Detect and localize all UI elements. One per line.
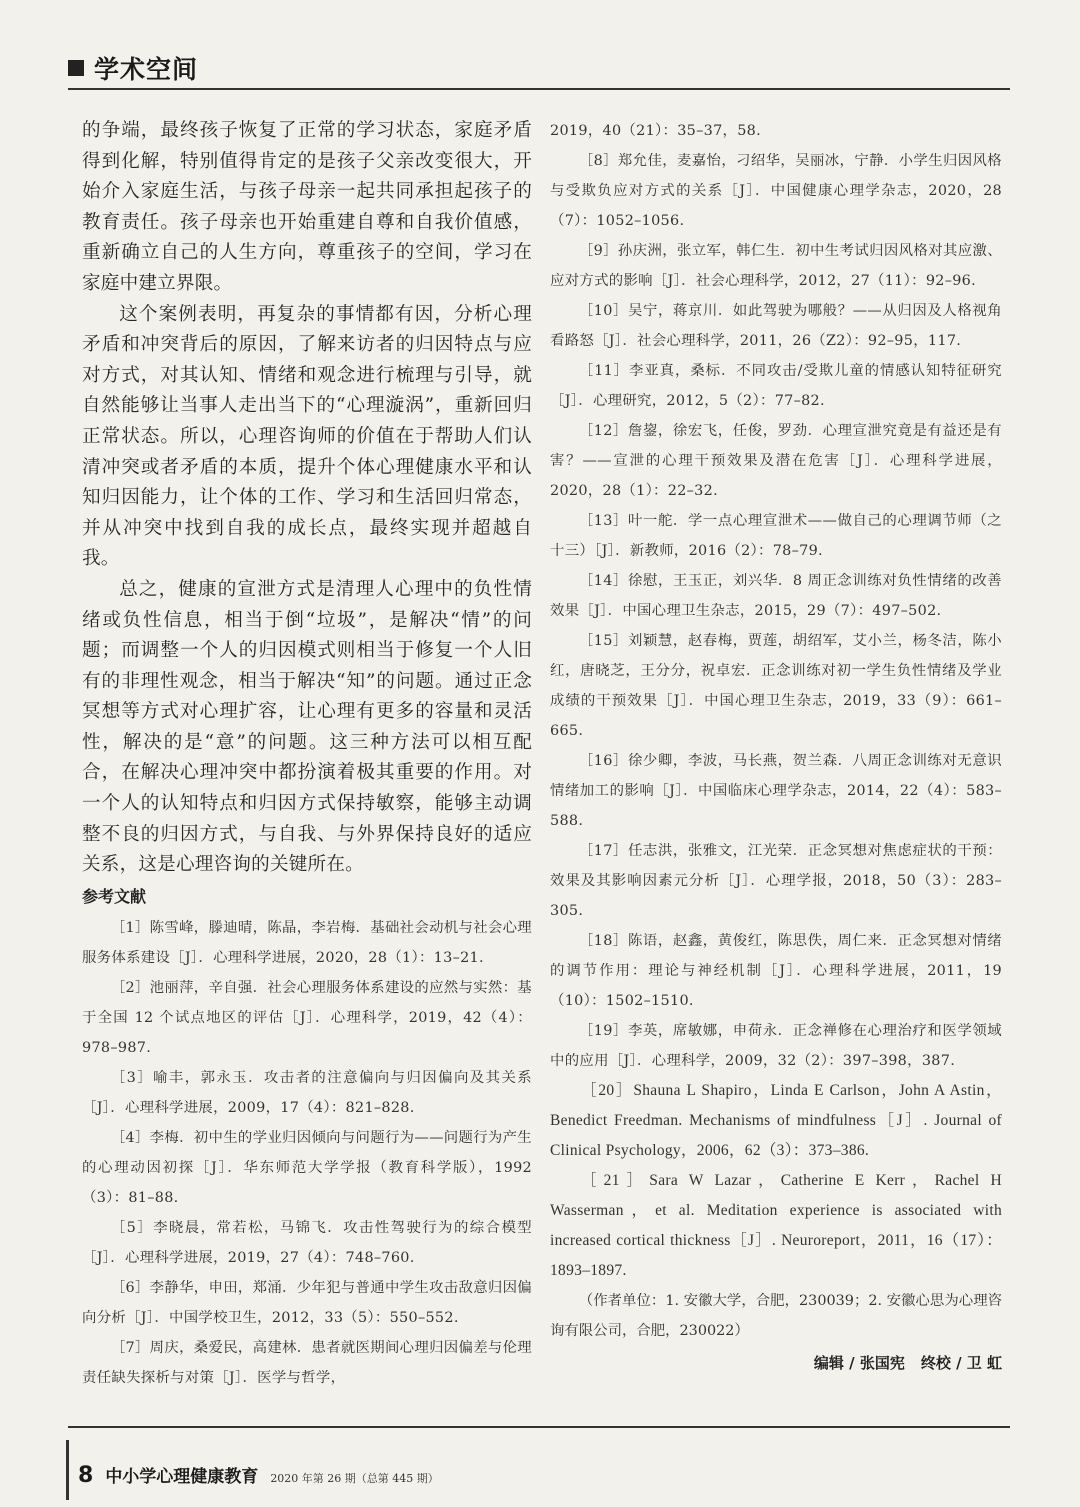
- author-affiliation: （作者单位：1. 安徽大学，合肥，230039；2. 安徽心思为心理咨询有限公司，合肥，230022）: [550, 1293, 1002, 1339]
- reference-item: ［9］孙庆洲，张立军，韩仁生．初中生考试归因风格对其应激、应对方式的影响［J］．社会心理科学，2012，27（11）：92–96.: [550, 243, 1002, 289]
- reference-item: ［5］李晓晨，常若松，马锦飞．攻击性驾驶行为的综合模型［J］．心理科学进展，2019，27（4）：748–760.: [82, 1219, 532, 1266]
- footer-bar: [66, 1440, 69, 1500]
- header-rule: [68, 88, 1010, 90]
- reference-item: ［4］李梅．初中生的学业归因倾向与问题行为——问题行为产生的心理动因初探［J］．华东师范大学学报（教育科学版），1992（3）：81–88.: [82, 1129, 532, 1206]
- reference-item: ［11］李亚真，桑标．不同攻击/受欺儿童的情感认知特征研究［J］．心理研究，2012，5（2）：77–82.: [550, 363, 1002, 409]
- reference-item: ［19］李英，席敏娜，申荷永．正念禅修在心理治疗和医学领域中的应用［J］．心理科学，2009，32（2）：397–398，387.: [550, 1023, 1002, 1069]
- reference-item: ［21］Sara W Lazar，Catherine E Kerr，Rachel H Wasserman，et al. Meditation experience is associated with increased cortical thickness［J］. Neuroreport，2011，16（17）：1893–1897.: [550, 1172, 1002, 1279]
- reference-item: ［16］徐少卿，李波，马长燕，贺兰森．八周正念训练对无意识情绪加工的影响［J］．中国临床心理学杂志，2014，22（4）：583–588.: [550, 753, 1002, 829]
- reference-item: ［15］刘颖慧，赵春梅，贾莲，胡绍军，艾小兰，杨冬洁，陈小红，唐晓芝，王分分，祝卓宏．正念训练对初一学生负性情绪及学业成绩的干预效果［J］．中国心理卫生杂志，2019，33（9）：661–665.: [550, 633, 1002, 739]
- section-header: [68, 48, 198, 88]
- left-column: [82, 116, 532, 1393]
- section-marker-icon: [68, 60, 84, 76]
- page-number: 8: [78, 1463, 94, 1488]
- references-heading: 参考文献: [82, 886, 147, 906]
- reference-item: ［10］吴宁，蒋京川．如此驾驶为哪般？——从归因及人格视角看路怒［J］．社会心理科学，2011，26（Z2）：92–95，117.: [550, 303, 1002, 349]
- reference-continuation: 2019，40（21）：35–37，58.: [550, 123, 762, 139]
- reference-item: ［20］Shauna L Shapiro，Linda E Carlson，John A Astin，Benedict Freedman. Mechanisms of mindfulness［J］. Journal of Clinical Psychology，2006，62（3）：373–386.: [550, 1082, 1002, 1159]
- journal-name: 中小学心理健康教育: [105, 1467, 259, 1487]
- page-footer: [78, 1462, 439, 1488]
- reference-item: ［7］周庆，桑爱民，高建林．患者就医期间心理归因偏差与伦理责任缺失探析与对策［J］．医学与哲学，: [82, 1339, 532, 1386]
- reference-item: ［18］陈语，赵鑫，黄俊红，陈思佚，周仁来．正念冥想对情绪的调节作用：理论与神经机制［J］．心理科学进展，2011，19（10）：1502–1510.: [550, 933, 1002, 1009]
- reference-item: ［8］郑允佳，麦嘉怡，刁绍华，吴丽冰，宁静．小学生归因风格与受欺负应对方式的关系［J］．中国健康心理学杂志，2020，28（7）：1052–1056.: [550, 153, 1002, 229]
- reference-item: ［2］池丽萍，辛自强．社会心理服务体系建设的应然与实然：基于全国 12 个试点地区的评估［J］．心理科学，2019，42（4）：978–987.: [82, 979, 532, 1056]
- body-paragraph: 这个案例表明，再复杂的事情都有因，分析心理矛盾和冲突背后的原因，了解来访者的归因特点与应对方式，对其认知、情绪和观念进行梳理与引导，就自然能够让当事人走出当下的“心理漩涡”，重新回归正常状态。所以，心理咨询师的价值在于帮助人们认清冲突或者矛盾的本质，提升个体心理健康水平和认知归因能力，让个体的工作、学习和生活回归常态，并从冲突中找到自我的成长点，最终实现并超越自我。: [82, 303, 532, 570]
- body-paragraph: 的争端，最终孩子恢复了正常的学习状态，家庭矛盾得到化解，特别值得肯定的是孩子父亲改变很大，开始介入家庭生活，与孩子母亲一起共同承担起孩子的教育责任。孩子母亲也开始重建自尊和自我价值感，重新确立自己的人生方向，尊重孩子的空间，学习在家庭中建立界限。: [82, 120, 532, 294]
- reference-item: ［13］叶一舵．学一点心理宣泄术——做自己的心理调节师（之十三）［J］．新教师，2016（2）：78–79.: [550, 513, 1002, 559]
- reference-item: ［14］徐慰，王玉正，刘兴华．8 周正念训练对负性情绪的改善效果［J］．中国心理卫生杂志，2015，29（7）：497–502.: [550, 573, 1002, 619]
- editor-credits: [550, 1350, 1002, 1376]
- issue-info: 2020 年第 26 期（总第 445 期）: [270, 1472, 439, 1485]
- editor-name: 编辑 / 张国宪: [813, 1354, 905, 1372]
- reference-item: ［6］李静华，申田，郑涌．少年犯与普通中学生攻击敌意归因偏向分析［J］．中国学校卫生，2012，33（5）：550–552.: [82, 1279, 532, 1326]
- right-column: [550, 116, 1002, 1376]
- reference-item: ［1］陈雪峰，滕迪晴，陈晶，李岩梅．基础社会动机与社会心理服务体系建设［J］．心理科学进展，2020，28（1）：13–21.: [82, 919, 532, 966]
- footer-rule: [68, 1426, 1010, 1428]
- reference-item: ［3］喻丰，郭永玉．攻击者的注意偏向与归因偏向及其关系［J］．心理科学进展，2009，17（4）：821–828.: [82, 1069, 532, 1116]
- reference-item: ［12］詹鋆，徐宏飞，任俊，罗劲．心理宣泄究竟是有益还是有害？——宣泄的心理干预效果及潜在危害［J］．心理科学进展，2020，28（1）：22–32.: [550, 423, 1002, 499]
- reference-item: ［17］任志洪，张雅文，江光荣．正念冥想对焦虑症状的干预：效果及其影响因素元分析［J］．心理学报，2018，50（3）：283–305.: [550, 843, 1002, 919]
- proofreader-name: 终校 / 卫 虹: [920, 1354, 1002, 1372]
- body-paragraph: 总之，健康的宣泄方式是清理人心理中的负性情绪或负性信息，相当于倒“垃圾”，是解决“情”的问题；而调整一个人的归因模式则相当于修复一个人旧有的非理性观念，相当于解决“知”的问题。通过正念冥想等方式对心理扩容，让心理有更多的容量和灵活性，解决的是“意”的问题。这三种方法可以相互配合，在解决心理冲突中都扮演着极其重要的作用。对一个人的认知特点和归因方式保持敏察，能够主动调整不良的归因方式，与自我、与外界保持良好的适应关系，这是心理咨询的关键所在。: [82, 578, 532, 876]
- section-title: 学术空间: [94, 55, 199, 84]
